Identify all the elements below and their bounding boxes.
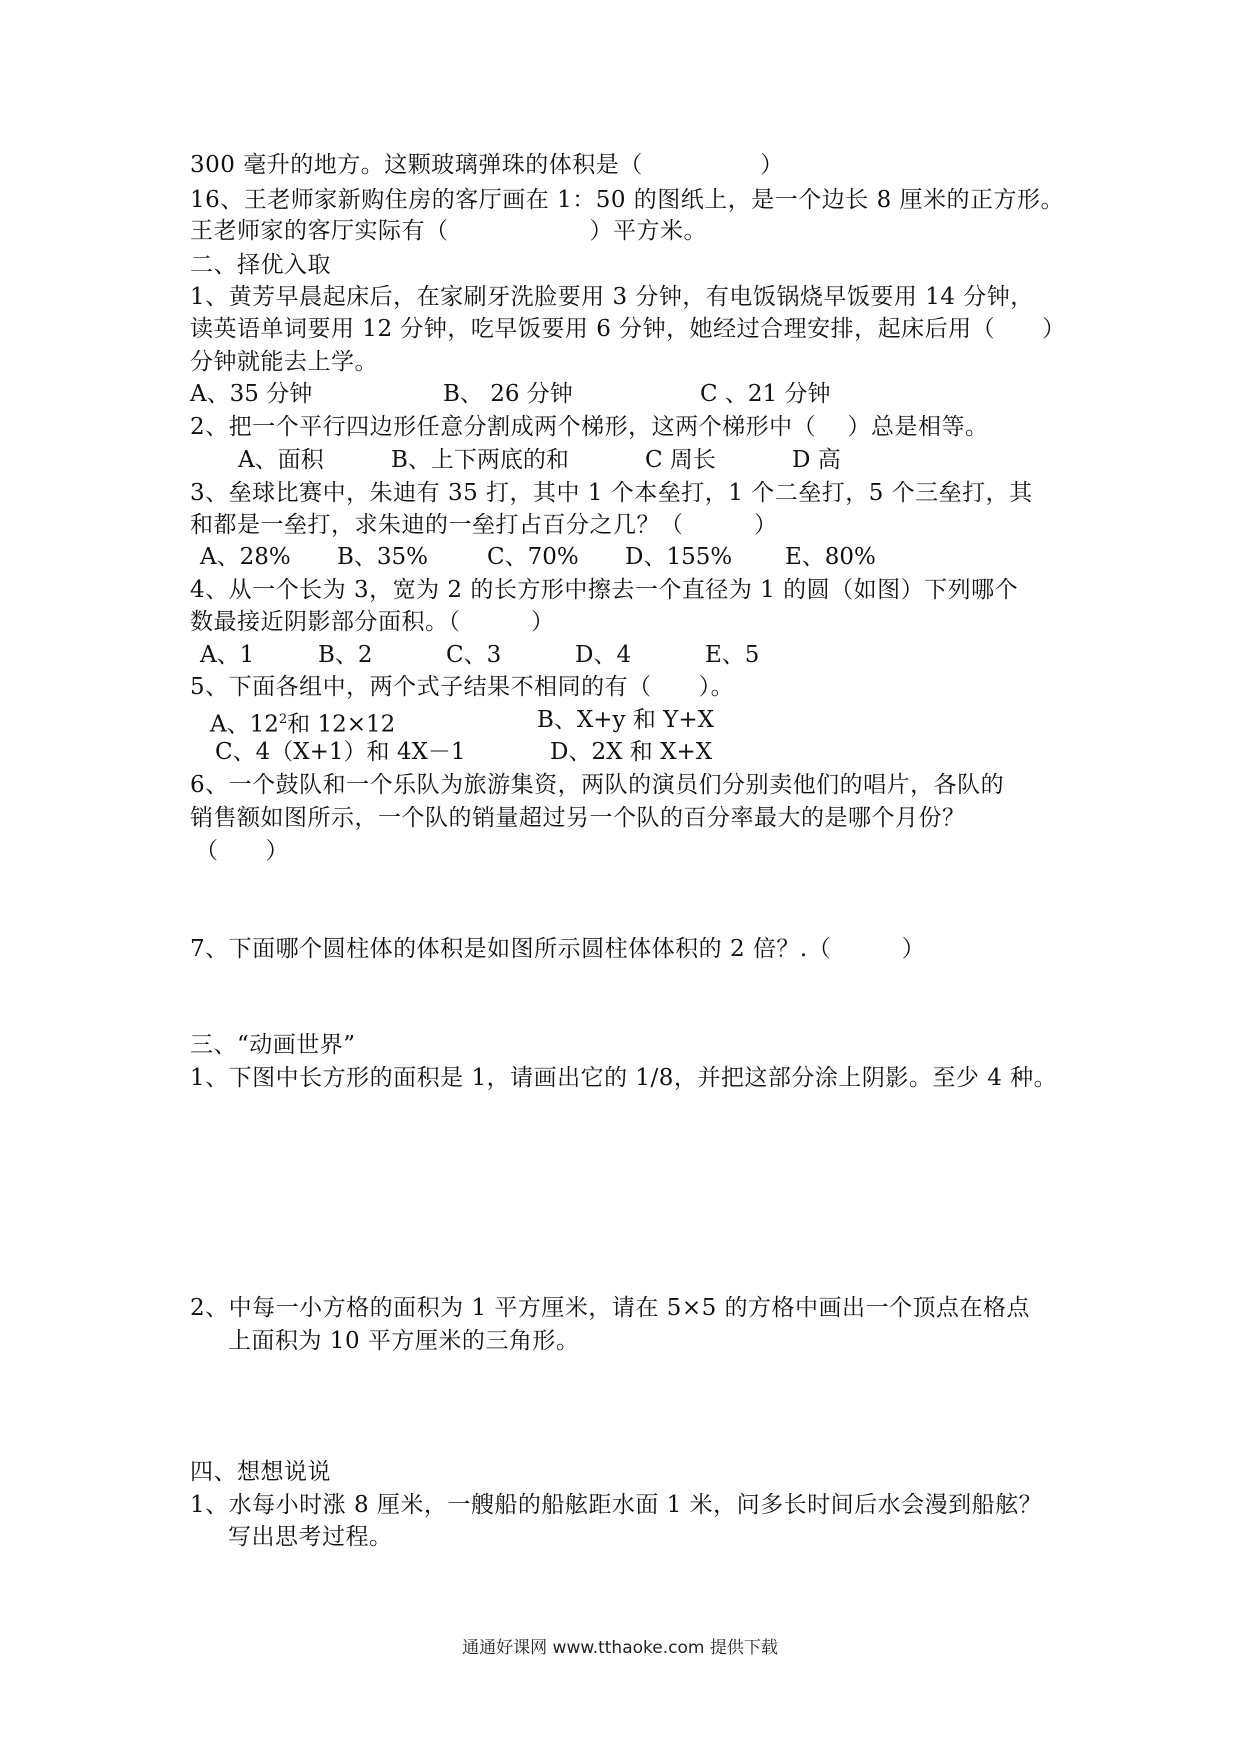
s2-q6-line2: 销售额如图所示，一个队的销量超过另一个队的百分率最大的是哪个月份？ xyxy=(190,805,966,831)
page-footer: 通通好课网 www.tthaoke.com 提供下载 xyxy=(462,1638,778,1658)
s2-q1-option-c: C 、21 分钟 xyxy=(700,381,831,407)
s2-q1-option-b: B、 26 分钟 xyxy=(443,381,573,407)
s2-q3-option-c: C、70% xyxy=(487,544,579,570)
s2-q3-option-b: B、35% xyxy=(337,544,429,570)
s2-q6-line1: 6、一个鼓队和一个乐队为旅游集资，两队的演员们分别卖他们的唱片，各队的 xyxy=(190,772,1005,798)
s2-q3-option-d: D、155% xyxy=(625,544,733,570)
section-4-title: 四、想想说说 xyxy=(190,1459,331,1485)
q16-line2: 王老师家的客厅实际有（ ）平方米。 xyxy=(190,218,707,244)
s4-q1-line1: 1、水每小时涨 8 厘米，一艘船的船舷距水面 1 米，问多长时间后水会漫到船舷？ xyxy=(190,1492,1043,1518)
s2-q5-option-b: B、X+y 和 Y+X xyxy=(537,707,714,733)
s2-q6-line3: （ ） xyxy=(195,838,289,864)
section-2-title: 二、择优入取 xyxy=(190,252,331,278)
s2-q2-option-a: A、面积 xyxy=(238,447,324,473)
s2-q1-line3: 分钟就能去上学。 xyxy=(190,349,378,375)
s2-q7: 7、下面哪个圆柱体的体积是如图所示圆柱体体积的 2 倍？.（ ） xyxy=(190,936,926,962)
s2-q5-option-c: C、4（X+1）和 4X－1 xyxy=(215,739,466,765)
s2-q5-option-d: D、2X 和 X+X xyxy=(550,739,713,765)
s2-q3-option-e: E、80% xyxy=(785,544,876,570)
s2-q4-line2: 数最接近阴影部分面积。（ ） xyxy=(190,609,555,635)
s2-q5-option-a-rest: 和 12×12 xyxy=(287,711,396,738)
s3-q2-line2: 上面积为 10 平方厘米的三角形。 xyxy=(228,1328,580,1354)
s3-q2-line1: 2、中每一小方格的面积为 1 平方厘米，请在 5×5 的方格中画出一个顶点在格点 xyxy=(190,1295,1031,1321)
s2-q4-option-d: D、4 xyxy=(575,642,632,668)
s2-q4-option-b: B、2 xyxy=(318,642,373,668)
q16-line1: 16、王老师家新购住房的客厅画在 1：50 的图纸上，是一个边长 8 厘米的正方形。 xyxy=(190,187,1065,213)
s2-q3-line2: 和都是一垒打，求朱迪的一垒打占百分之几？（ ） xyxy=(190,512,778,538)
s2-q5-option-a-base: A、12 xyxy=(210,711,279,738)
s2-q2-option-c: C 周长 xyxy=(645,447,716,473)
s3-q1: 1、下图中长方形的面积是 1，请画出它的 1/8，并把这部分涂上阴影。至少 4 种。 xyxy=(190,1065,1058,1091)
s2-q5-option-a xyxy=(210,705,395,740)
s4-q1-line2: 写出思考过程。 xyxy=(228,1524,393,1550)
s2-q3-option-a: A、28% xyxy=(200,544,291,570)
s2-q1-option-a: A、35 分钟 xyxy=(190,381,313,407)
s2-q2-option-b: B、上下两底的和 xyxy=(391,447,569,473)
s2-q5-option-a-exponent: 2 xyxy=(278,712,288,727)
s2-q3-line1: 3、垒球比赛中，朱迪有 35 打，其中 1 个本垒打，1 个二垒打，5 个三垒打，其 xyxy=(190,480,1033,506)
section-3-title: 三、“动画世界” xyxy=(190,1032,356,1058)
s2-q1-line2: 读英语单词要用 12 分钟，吃早饭要用 6 分钟，她经过合理安排，起床后用（ ） xyxy=(190,316,1066,342)
s2-q4-option-e: E、5 xyxy=(705,642,760,668)
s2-q2-line1: 2、把一个平行四边形任意分割成两个梯形，这两个梯形中（ ）总是相等。 xyxy=(190,414,989,440)
s2-q2-option-d: D 高 xyxy=(792,447,841,473)
s2-q4-option-c: C、3 xyxy=(446,642,502,668)
s2-q5-line1: 5、下面各组中，两个式子结果不相同的有（ ）。 xyxy=(190,674,735,700)
s2-q1-line1: 1、黄芳早晨起床后，在家刷牙洗脸要用 3 分钟，有电饭锅烧早饭要用 14 分钟， xyxy=(190,284,1034,310)
q15-continuation: 300 毫升的地方。这颗玻璃弹珠的体积是（ ） xyxy=(190,152,784,178)
s2-q4-line1: 4、从一个长为 3，宽为 2 的长方形中擦去一个直径为 1 的圆（如图）下列哪个 xyxy=(190,577,1019,603)
s2-q4-option-a: A、1 xyxy=(200,642,255,668)
